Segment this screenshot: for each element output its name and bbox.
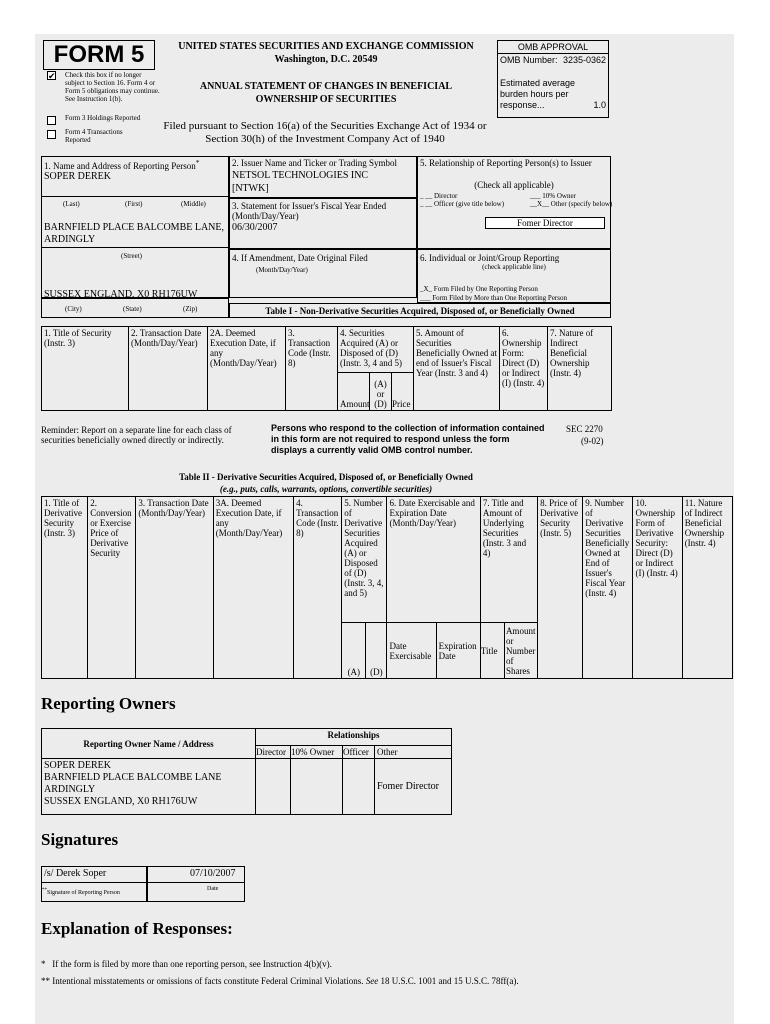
relationship-director[interactable]: _ __ Director bbox=[420, 192, 458, 200]
label-zip: (Zip) bbox=[183, 305, 198, 313]
owner-other-cell: Fomer Director bbox=[375, 759, 452, 815]
no-longer-subject-checkbox[interactable] bbox=[47, 71, 56, 80]
agency-city: Washington, D.C. 20549 bbox=[274, 54, 378, 65]
filed-pursuant-line1: Filed pursuant to Section 16(a) of the Securities Exchange Act of 1934 or bbox=[163, 120, 487, 132]
label-middle: (Middle) bbox=[181, 200, 206, 208]
owner-name-address bbox=[42, 759, 256, 815]
t2-col10: 10. Ownership Form of Derivative Security: Direct (D) or Indirect (I) (Instr. 4) bbox=[633, 497, 682, 679]
check-all-applicable: (Check all applicable) bbox=[474, 180, 554, 190]
omb-title: OMB APPROVAL bbox=[498, 41, 608, 54]
owners-col-director: Director bbox=[256, 746, 291, 759]
box3-label: 3. Statement for Issuer's Fiscal Year Ended (Month/Day/Year) bbox=[232, 201, 387, 221]
reporting-owners-heading: Reporting Owners bbox=[41, 694, 176, 713]
one-reporting-person-option[interactable]: _X_ Form Filed by One Reporting Person bbox=[420, 285, 538, 293]
omb-number-value: 3235-0362 bbox=[562, 55, 606, 65]
form4-transactions-label: Form 4 Transactions Reported bbox=[65, 128, 123, 144]
date-line bbox=[147, 882, 245, 883]
t2-sub-date-exercisable: Date Exercisable bbox=[387, 623, 436, 679]
t1-col2: 2. Transaction Date (Month/Day/Year) bbox=[129, 327, 208, 411]
box1-divider-1 bbox=[41, 196, 229, 197]
multiple-reporting-persons-option[interactable]: ___ Form Filed by More than One Reporting Person bbox=[420, 294, 567, 302]
form-title: FORM 5 bbox=[53, 41, 145, 68]
t2-col7: 7. Title and Amount of Underlying Securities (Instr. 3 and 4) bbox=[480, 497, 537, 623]
t1-col5: 5. Amount of Securities Beneficially Owned at end of Issuer's Fiscal Year (Instr. 3 and 4) bbox=[414, 327, 500, 411]
label-last: (Last) bbox=[63, 200, 80, 208]
t1-col6: 6. Ownership Form: Direct (D) or Indirect (I) (Instr. 4) bbox=[500, 327, 548, 411]
t1-aord: (A) or (D) bbox=[370, 373, 392, 411]
reporting-person-name: SOPER DEREK bbox=[44, 171, 111, 182]
form3-holdings-label: Form 3 Holdings Reported bbox=[65, 114, 141, 122]
persons-who-respond: Persons who respond to the collection of information contained in this form are not required to respond unless the form displays a currently valid OMB control number. bbox=[271, 423, 545, 455]
box6-label: 6. Individual or Joint/Group Reporting bbox=[420, 253, 560, 263]
relationship-other[interactable]: __X__ Other (specify below) bbox=[530, 200, 613, 208]
explanation-heading: Explanation of Responses: bbox=[41, 919, 233, 938]
t2-sub-expiration: Expiration Date bbox=[436, 623, 480, 679]
box1-divider-2 bbox=[41, 247, 229, 248]
table2-subtitle: (e.g., puts, calls, warrants, options, convertible securities) bbox=[219, 484, 433, 494]
form3-holdings-checkbox[interactable] bbox=[47, 116, 56, 125]
t1-col7: 7. Nature of Indirect Beneficial Ownership (Instr. 4) bbox=[548, 327, 612, 411]
t2-sub-title: Title bbox=[480, 623, 504, 679]
owner-line1: SOPER DEREK bbox=[44, 760, 111, 771]
statement-title-line1: ANNUAL STATEMENT OF CHANGES IN BENEFICIAL bbox=[199, 81, 453, 92]
box1-label: 1. Name and Address of Reporting Person* bbox=[44, 158, 200, 171]
owners-col-name: Reporting Owner Name / Address bbox=[42, 729, 256, 759]
date-label: Date bbox=[207, 886, 219, 892]
owner-line3: ARDINGLY bbox=[44, 784, 96, 795]
table2-title: Table II - Derivative Securities Acquired, Disposed of, or Beneficially Owned bbox=[179, 472, 473, 482]
issuer-name: NETSOL TECHNOLOGIES INC bbox=[232, 170, 369, 181]
owners-col-relationships: Relationships bbox=[256, 729, 452, 746]
label-state: (State) bbox=[123, 305, 142, 313]
box4-label: 4. If Amendment, Date Original Filed bbox=[232, 253, 368, 263]
t2-sub-a: (A) bbox=[342, 623, 366, 679]
owner-10pct-cell bbox=[291, 759, 343, 815]
owners-col-officer: Officer bbox=[343, 746, 375, 759]
fiscal-year-ended: 06/30/2007 bbox=[232, 222, 278, 233]
omb-burden-value: 1.0 bbox=[593, 100, 606, 110]
box4-format: (Month/Day/Year) bbox=[256, 266, 308, 274]
statement-title-line2: OWNERSHIP OF SECURITIES bbox=[255, 94, 397, 105]
relationship-officer[interactable]: _ __ Officer (give title below) bbox=[420, 200, 505, 208]
sec-date: (9-02) bbox=[581, 436, 604, 446]
t2-col8: 8. Price of Derivative Security (Instr. 5) bbox=[538, 497, 583, 679]
omb-number-label: OMB Number: bbox=[500, 55, 558, 65]
sec-number: SEC 2270 bbox=[566, 424, 603, 434]
owner-officer-cell bbox=[343, 759, 375, 815]
owner-director-cell bbox=[256, 759, 291, 815]
t2-col3a: 3A. Deemed Execution Date, if any (Month/Day/Year) bbox=[213, 497, 293, 679]
t1-col2a: 2A. Deemed Execution Date, if any (Month/Day/Year) bbox=[208, 327, 286, 411]
table1-nonderivative bbox=[41, 326, 612, 411]
agency-name: UNITED STATES SECURITIES AND EXCHANGE COMMISSION bbox=[178, 41, 474, 52]
t2-col9: 9. Number of Derivative Securities Beneficially Owned at End of Issuer's Fiscal Year (Instr. 4) bbox=[583, 497, 633, 679]
form-title-box bbox=[43, 40, 155, 70]
form-page bbox=[35, 34, 734, 1024]
t2-col1: 1. Title of Derivative Security (Instr. 3) bbox=[42, 497, 88, 679]
owner-line2: BARNFIELD PLACE BALCOMBE LANE bbox=[44, 772, 222, 783]
t1-amount: Amount bbox=[338, 373, 370, 411]
t2-col3: 3. Transaction Date (Month/Day/Year) bbox=[136, 497, 213, 679]
box6-sub: (check applicable line) bbox=[482, 263, 546, 271]
form4-transactions-checkbox[interactable] bbox=[47, 130, 56, 139]
t2-col6: 6. Date Exercisable and Expiration Date (Month/Day/Year) bbox=[387, 497, 480, 623]
filed-pursuant-line2: Section 30(h) of the Investment Company Act of 1940 bbox=[205, 133, 445, 145]
signature-label: **Signature of Reporting Person bbox=[42, 888, 120, 896]
explanation-note-1: * If the form is filed by more than one reporting person, see Instruction 4(b)(v). bbox=[41, 959, 332, 969]
box5-label: 5. Relationship of Reporting Person(s) to Issuer bbox=[420, 158, 592, 168]
reporting-owners-table bbox=[41, 728, 452, 815]
t1-col1: 1. Title of Security (Instr. 3) bbox=[42, 327, 129, 411]
label-city: (City) bbox=[65, 305, 82, 313]
table2-derivative bbox=[41, 496, 733, 679]
owners-col-other: Other bbox=[375, 746, 452, 759]
relationship-other-title: Fomer Director bbox=[485, 217, 605, 229]
owners-col-10pct: 10% Owner bbox=[291, 746, 343, 759]
issuer-ticker: [NTWK] bbox=[232, 183, 269, 194]
reporting-person-city: SUSSEX ENGLAND, X0 RH176UW bbox=[44, 289, 198, 300]
reporting-person-street: BARNFIELD PLACE BALCOMBE LANE, ARDINGLY bbox=[44, 222, 225, 245]
label-street: (Street) bbox=[121, 252, 142, 260]
table1-title: Table I - Non-Derivative Securities Acquired, Disposed of, or Beneficially Owned bbox=[265, 306, 575, 316]
t2-col2: 2. Conversion or Exercise Price of Derivative Security bbox=[88, 497, 136, 679]
t1-col4: 4. Securities Acquired (A) or Disposed of (D) (Instr. 3, 4 and 5) bbox=[338, 327, 414, 373]
t2-sub-amount: Amount or Number of Shares bbox=[504, 623, 537, 679]
relationship-10pct-owner[interactable]: ___ 10% Owner bbox=[530, 192, 576, 200]
signatures-heading: Signatures bbox=[41, 830, 119, 849]
omb-approval-box bbox=[497, 40, 609, 118]
owner-line4: SUSSEX ENGLAND, X0 RH176UW bbox=[44, 796, 198, 807]
signature-line bbox=[41, 882, 147, 883]
t2-col4: 4. Transaction Code (Instr. 8) bbox=[294, 497, 342, 679]
box2-label: 2. Issuer Name and Ticker or Trading Symbol bbox=[232, 158, 397, 168]
t1-price: Price bbox=[392, 373, 414, 411]
label-first: (First) bbox=[125, 200, 143, 208]
no-longer-subject-text: Check this box if no longer subject to Section 16. Form 4 or Form 5 obligations may continue. See Instruction 1(b). bbox=[65, 71, 160, 103]
t1-col3: 3. Transaction Code (Instr. 8) bbox=[286, 327, 338, 411]
t2-sub-d: (D) bbox=[366, 623, 387, 679]
reminder-text: Reminder: Report on a separate line for each class of securities beneficially owned directly or indirectly. bbox=[41, 425, 232, 445]
t2-col5: 5. Number of Derivative Securities Acquired (A) or Disposed of (D) (Instr. 3, 4, and 5) bbox=[342, 497, 387, 623]
checkmark-icon: ✔ bbox=[48, 71, 56, 81]
signature-value: /s/ Derek Soper bbox=[44, 868, 107, 879]
t2-col11: 11. Nature of Indirect Beneficial Ownership (Instr. 4) bbox=[682, 497, 732, 679]
explanation-note-2: ** Intentional misstatements or omissions of facts constitute Federal Criminal Violations. See 18 U.S.C. 1001 and 15 U.S.C. 78ff(a). bbox=[41, 976, 519, 986]
signature-date: 07/10/2007 bbox=[190, 868, 236, 879]
omb-burden-label: Estimated average burden hours per response... bbox=[500, 78, 576, 110]
